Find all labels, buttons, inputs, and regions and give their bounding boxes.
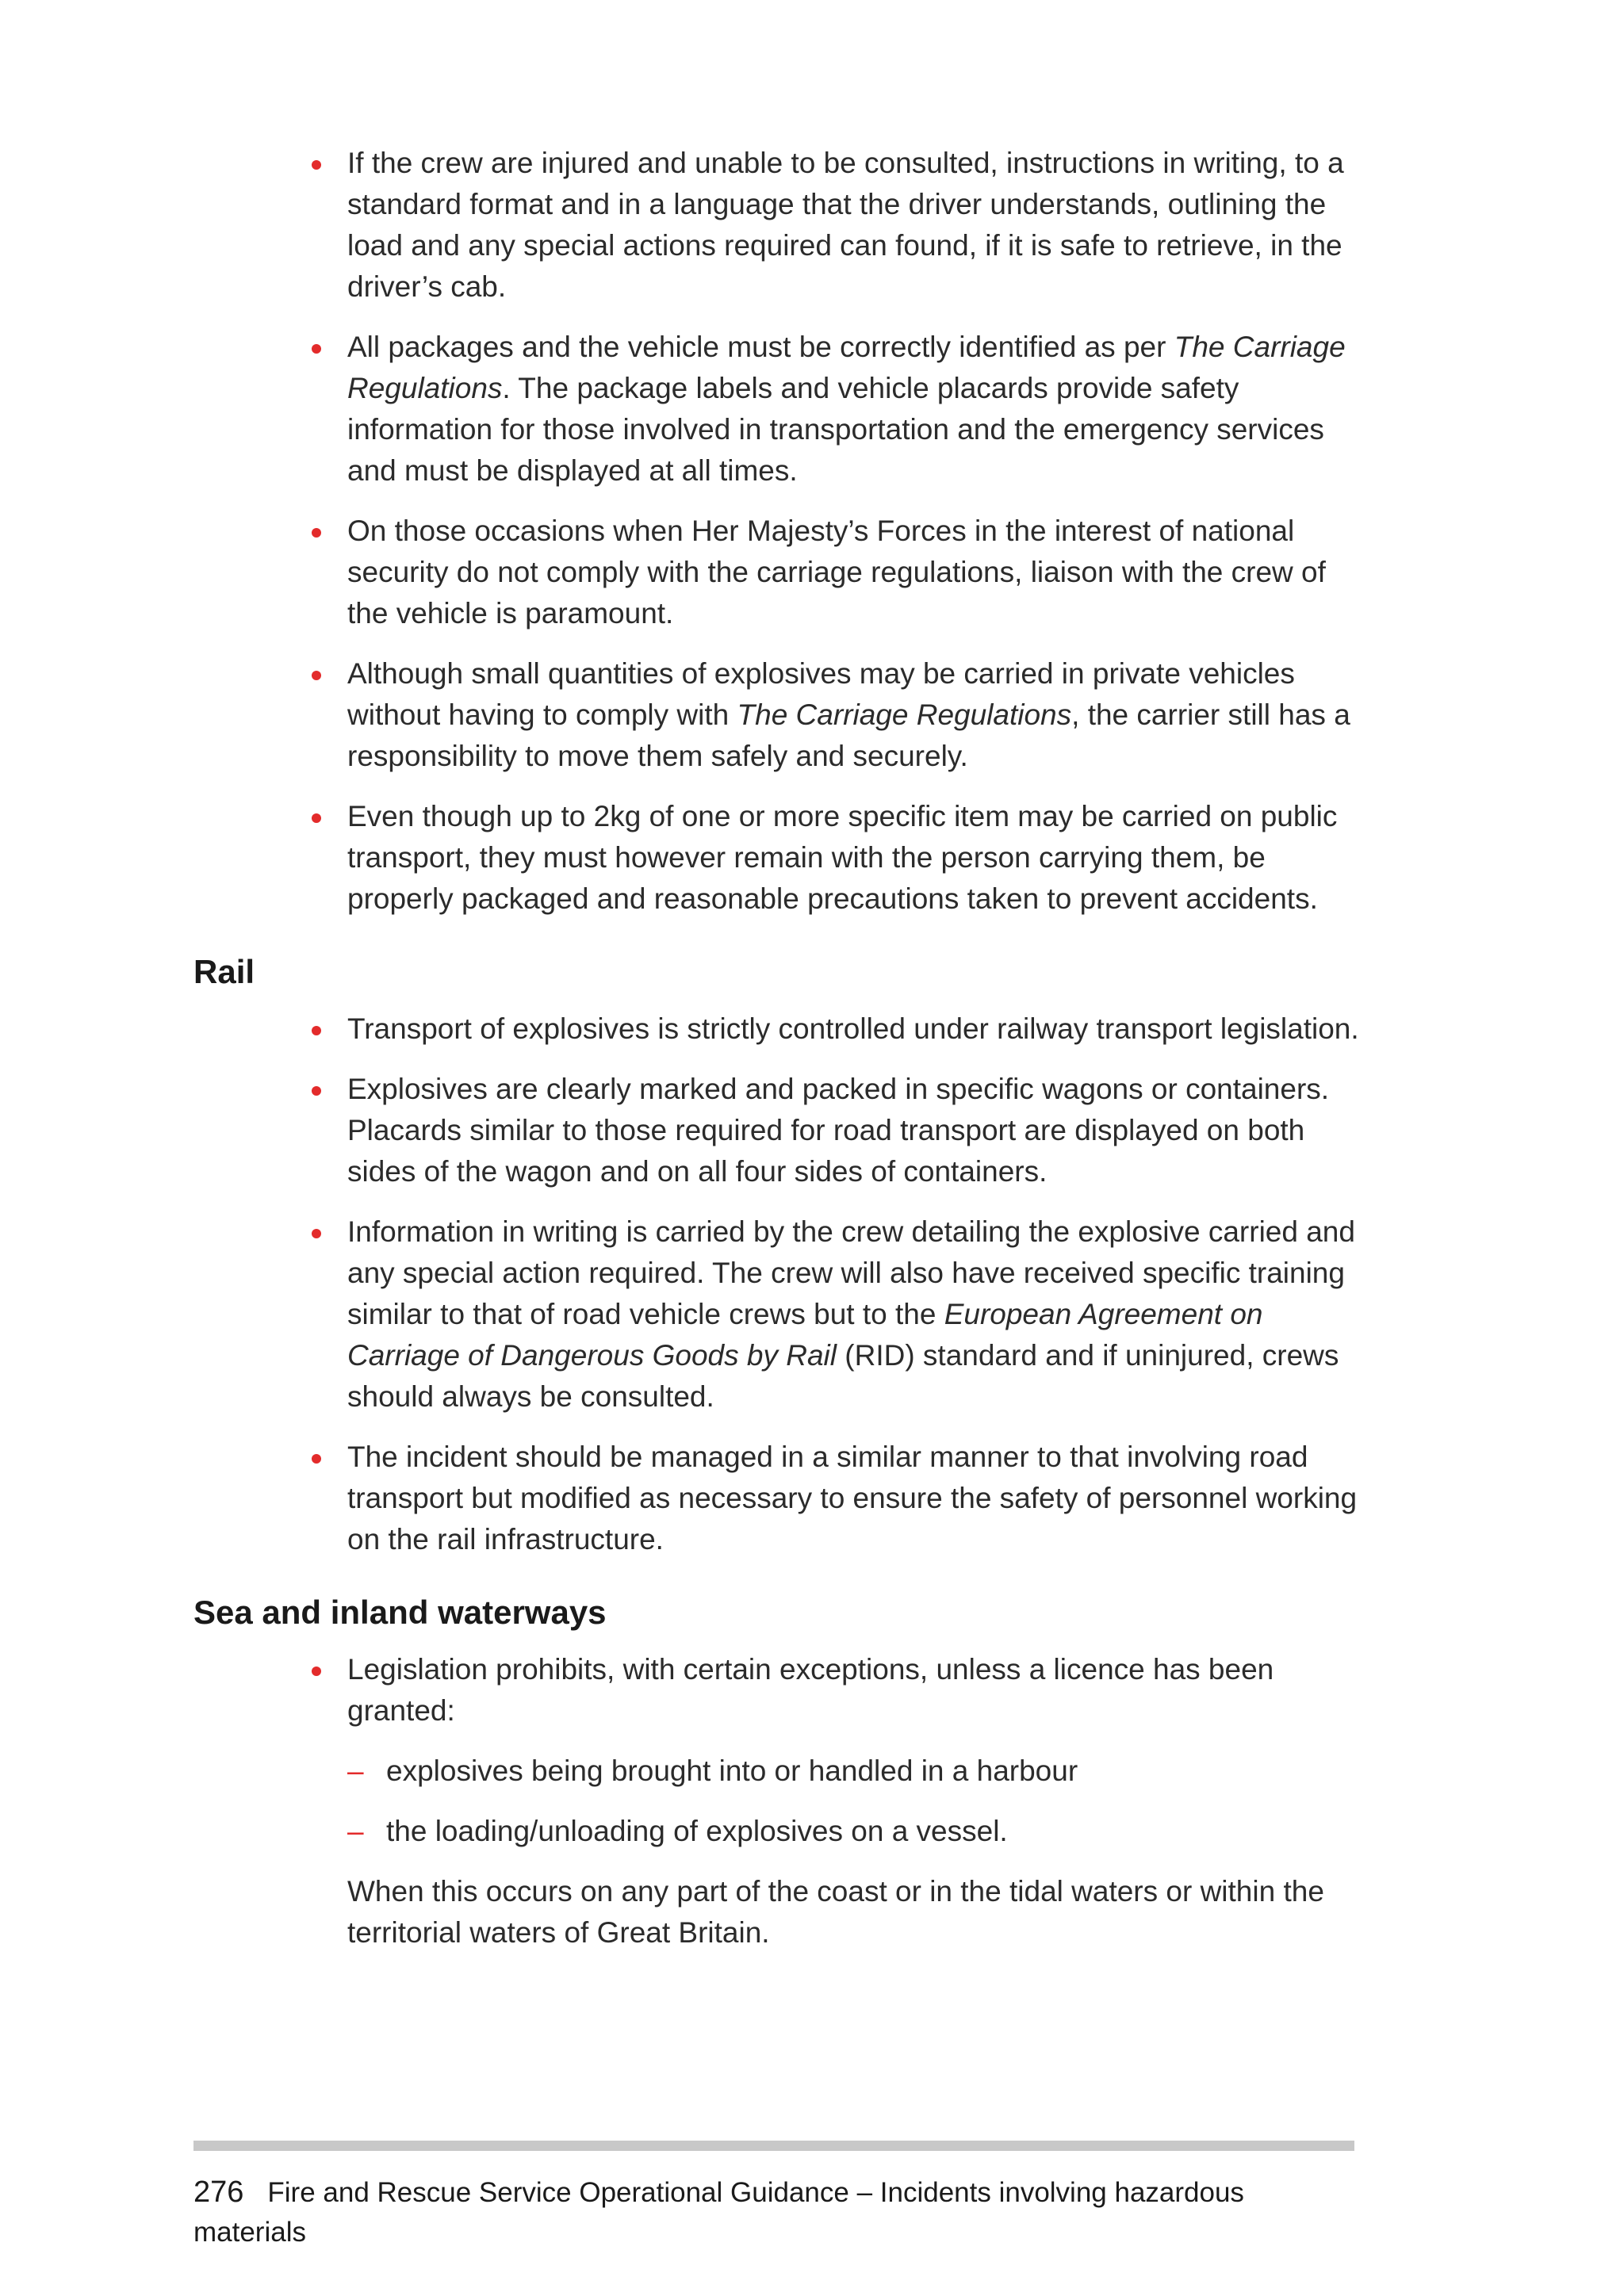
italic-text: The Carriage Regulations: [347, 331, 1346, 404]
list-item: [347, 143, 1359, 308]
text-run: (RID) standard and if uninjured, crews should always be consulted.: [347, 1339, 1339, 1413]
sea-dash-list: [347, 1751, 1359, 1852]
road-transport-bullet-list: [193, 143, 1359, 920]
italic-text: European Agreement on Carriage of Dangerous Goods by Rail: [347, 1298, 1263, 1372]
text-run: . The package labels and vehicle placards provide safety information for those involved in transportation and the emergency services and must be displayed at all times.: [347, 372, 1324, 487]
text-run: Although small quantities of explosives may be carried in private vehicles without having to comply with: [347, 657, 1295, 731]
footer-title: Fire and Rescue Service Operational Guidance – Incidents involving hazardous materials: [193, 2177, 1244, 2248]
text-run: , the carrier still has a responsibility to move them safely and securely.: [347, 698, 1350, 772]
list-item: [347, 653, 1359, 777]
text-run: Even though up to 2kg of one or more specific item may be carried on public transport, they must however remain with the person carrying them, be properly packaged and reasonable precautions taken to prevent accidents.: [347, 800, 1338, 915]
list-item: [347, 327, 1359, 492]
list-item: [347, 796, 1359, 920]
list-item: [347, 1649, 1359, 1852]
rail-bullet-list: [193, 1008, 1359, 1560]
list-item: [347, 1008, 1359, 1050]
list-item: [347, 511, 1359, 634]
sea-bullet-list: [193, 1649, 1359, 1852]
dash-item: – explosives being brought into or handled in a harbour: [386, 1751, 1359, 1792]
footer-divider: [193, 2141, 1354, 2151]
page-number: 276: [193, 2175, 244, 2209]
text-run: The incident should be managed in a similar manner to that involving road transport but modified as necessary to ensure the safety of personnel working on the rail infrastructure.: [347, 1441, 1358, 1556]
list-item: [347, 1069, 1359, 1192]
sea-heading: Sea and inland waterways: [193, 1594, 607, 1631]
page-content: [193, 143, 1359, 1954]
text-run: If the crew are injured and unable to be consulted, instructions in writing, to a standard format and in a language that the driver understands, outlining the load and any special actions required can found, if it is safe to retrieve, in the driver’s cab.: [347, 147, 1344, 303]
dash-item: – the loading/unloading of explosives on a vessel.: [386, 1811, 1359, 1852]
list-item: [347, 1211, 1359, 1418]
text-run: Transport of explosives is strictly controlled under railway transport legislation.: [347, 1012, 1359, 1045]
rail-heading: Rail: [193, 953, 255, 990]
italic-text: The Carriage Regulations: [737, 698, 1072, 731]
page-footer: [193, 2172, 1354, 2252]
text-run: All packages and the vehicle must be correctly identified as per: [347, 331, 1174, 363]
text-run: Information in writing is carried by the crew detailing the explosive carried and any special action required. The crew will also have received specific training similar to that of road vehicle crews but to the: [347, 1215, 1355, 1330]
text-run: Explosives are clearly marked and packed in specific wagons or containers. Placards similar to those required for road transport are displayed on both sides of the wagon and on all four sides of containers.: [347, 1073, 1330, 1188]
list-item: [347, 1437, 1359, 1560]
sea-bullet-text: Legislation prohibits, with certain exceptions, unless a licence has been granted:: [347, 1653, 1274, 1727]
text-run: On those occasions when Her Majesty’s Forces in the interest of national security do not comply with the carriage regulations, liaison with the crew of the vehicle is paramount.: [347, 515, 1326, 629]
sea-closing-paragraph: When this occurs on any part of the coast or in the tidal waters or within the territorial waters of Great Britain.: [347, 1875, 1324, 1949]
